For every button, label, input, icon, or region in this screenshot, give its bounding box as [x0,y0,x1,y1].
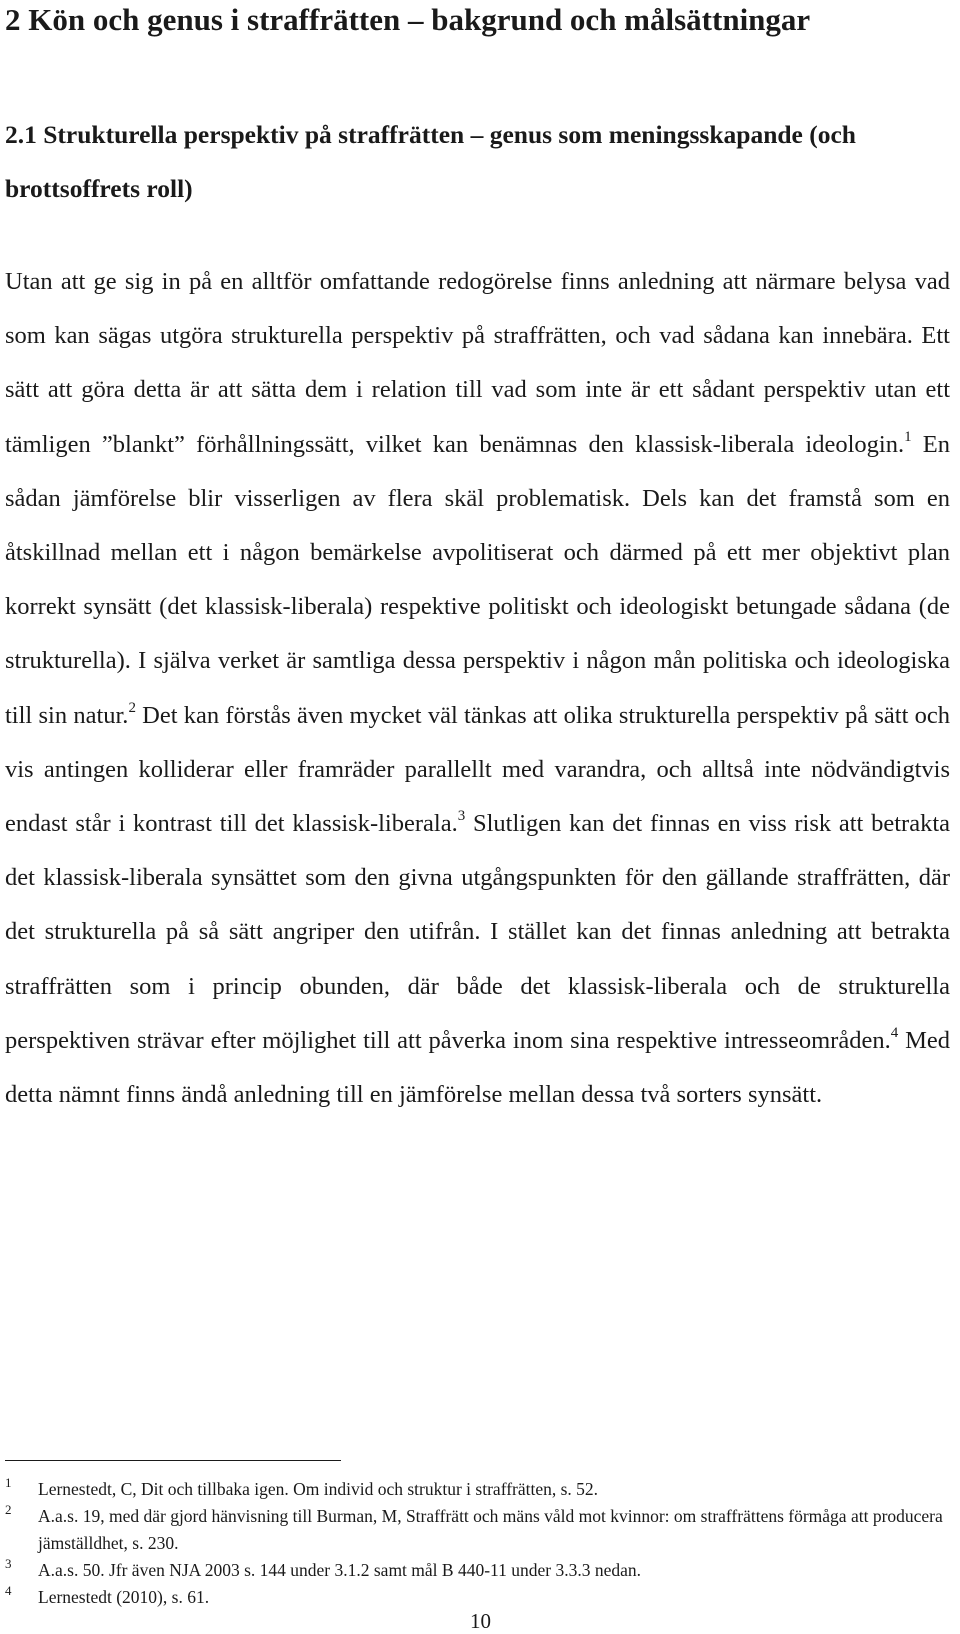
footnote-number: 1 [5,1475,12,1490]
page-number: 10 [470,1609,491,1633]
paragraph-text: Utan att ge sig in på en alltför omfattande redogörelse finns anledning att närmare belysa vad som kan sägas utgöra strukturella perspektiv på straffrätten, och vad sådana kan innebära. Ett sätt att göra detta är att sätta dem i relation till vad som inte är ett sådant perspektiv utan ett tämligen ”blankt” förhållningssätt, vilket kan benämnas den klassisk-liberala ideologin. [5,268,950,458]
footnote-ref-4[interactable]: 4 [890,1024,899,1041]
footnote-2 [5,1503,950,1557]
section-heading: 2.1 Strukturella perspektiv på straffrätten – genus som meningsskapande (och brottsoffrets roll) [5,120,856,203]
paragraph-text: Med detta nämnt finns ändå anledning till en jämförelse mellan dessa två sorters synsätt. [5,1026,950,1109]
footnote-text: Lernestedt, C, Dit och tillbaka igen. Om individ och struktur i straffrätten, s. 52. [38,1479,599,1499]
footnote-ref-1[interactable]: 1 [904,428,912,445]
footnote-ref-2[interactable]: 2 [128,699,136,716]
footnote-number: 3 [5,1556,12,1571]
paragraph-text: En sådan jämförelse blir visserligen av flera skäl problematisk. Dels kan det framstå som en åtskillnad mellan ett i någon bemärkelse avpolitiserat och därmed på ett mer objektivt plan korrekt synsätt (det klassisk-liberala) respektive politiskt och ideologiskt betungade sådana (de strukturella). I själva verket är samtliga dessa perspektiv i någon mån politiska och ideologiska till sin natur. [5,430,951,729]
footnote-text: Lernestedt (2010), s. 61. [38,1587,210,1607]
footnote-separator [5,1460,341,1461]
footnote-3 [5,1557,950,1584]
footnote-number: 2 [5,1502,12,1517]
footnote-number: 4 [5,1583,12,1598]
paragraph-text: Slutligen kan det finnas en viss risk att betrakta det klassisk-liberala synsättet som den givna utgångspunkten för den gällande straffrätten, där det strukturella på så sätt angriper den utifrån. I stället kan det finnas anledning att betrakta straffrätten som i princip obunden, där både det klassisk-liberala och de strukturella perspektiven strävar efter möjlighet till att påverka inom sina respektive intresseområden. [5,810,950,1054]
footnote-ref-3[interactable]: 3 [457,808,466,825]
footnote-text: A.a.s. 50. Jfr även NJA 2003 s. 144 under 3.1.2 samt mål B 440-11 under 3.3.3 nedan. [38,1560,642,1580]
chapter-heading: 2 Kön och genus i straffrätten – bakgrund och målsättningar [5,2,811,37]
footnote-text: A.a.s. 19, med där gjord hänvisning till Burman, M, Straffrätt och mäns våld mot kvinnor: om straffrättens förmåga att producera jämställdhet, s. 230. [38,1506,943,1553]
footnote-4 [5,1584,950,1611]
body-paragraph [5,255,950,1122]
paragraph-text: Det kan förstås även mycket väl tänkas att olika strukturella perspektiv på sätt och vis antingen kolliderar eller framräder parallellt med varandra, och alltså inte nödvändigtvis endast står i kontrast till det klassisk-liberala. [5,701,951,838]
footnote-1 [5,1476,950,1503]
